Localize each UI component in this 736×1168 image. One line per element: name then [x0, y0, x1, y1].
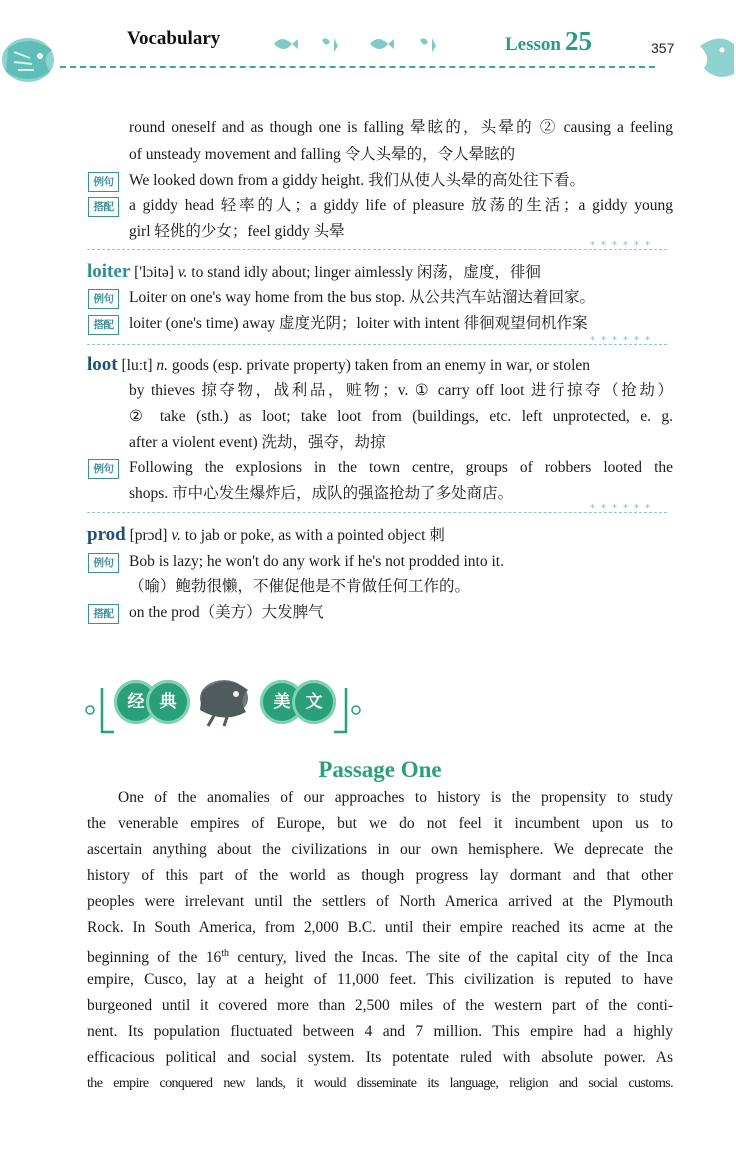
loot-def-line2: by thieves 掠夺物，战利品，赃物；v. ① carry off loot 进行掠夺（抢劫）	[129, 382, 673, 399]
passage-line: efficacious political and social system. Its potentate ruled with absolute power. As	[87, 1049, 673, 1066]
prod-example-line1: Bob is lazy; he won't do any work if he's not prodded into it.	[129, 553, 504, 570]
pronunciation: ['lɔitə]	[134, 264, 174, 281]
collocation-tag: 搭配	[88, 604, 119, 624]
giddy-example: We looked down from a giddy height. 我们从使人头晕的高处往下看。	[129, 172, 585, 189]
fish-icon	[0, 28, 62, 93]
giddy-collocation-line1: a giddy head 轻率的人；a giddy life of pleasure 放荡的生活；a giddy young	[129, 197, 673, 214]
section-banner	[84, 670, 364, 740]
passage-line: empire, Cusco, lay at a height of 11,000 feet. This civilization is reputed to have	[87, 971, 673, 988]
collocation-tag: 搭配	[88, 315, 119, 335]
passage-line: the venerable empires of Europe, but we do not feel it incumbent upon us to	[87, 815, 673, 832]
headword-prod: prod	[87, 524, 126, 545]
giddy-def-line1: round oneself and as though one is falling 晕眩的，头晕的 ② causing a feeling	[129, 119, 673, 136]
example-tag: 例句	[88, 289, 119, 309]
passage-line: ascertain anything about the civilizations in our own hemisphere. We deprecate the	[87, 841, 673, 858]
loot-def-line3: ② take (sth.) as loot; take loot from (buildings, etc. left unprotected, e. g.	[129, 408, 673, 425]
passage-line: history of this part of the world as though progress lay dormant and that other	[87, 867, 673, 884]
separator-stars: ******	[590, 335, 656, 346]
passage-line: peoples were irrelevant until the settlers of North America arrived at the Plymouth	[87, 893, 673, 910]
loiter-collocation: loiter (one's time) away 虚度光阴；loiter with intent 徘徊观望伺机作案	[129, 315, 588, 332]
entry-separator	[87, 344, 667, 345]
pronunciation: [luːt]	[121, 357, 153, 374]
banner-char-4: 文	[292, 680, 336, 724]
passage-line: beginning of the 16th century, lived the Incas. The site of the capital city of the Inca	[87, 948, 673, 967]
pronunciation: [prɔd]	[129, 527, 168, 544]
separator-stars: ******	[590, 240, 656, 251]
headword-loiter: loiter	[87, 261, 131, 282]
part-of-speech: n.	[156, 357, 168, 374]
headword-loot: loot	[87, 354, 118, 375]
loot-example-line1: Following the explosions in the town centre, groups of robbers looted the	[129, 459, 673, 476]
entry-prod	[87, 525, 445, 546]
entry-loot	[87, 355, 590, 376]
loiter-example: Loiter on one's way home from the bus stop. 从公共汽车站溜达着回家。	[129, 289, 596, 306]
entry-separator	[87, 249, 667, 250]
entry-separator	[87, 512, 667, 513]
prod-example-line2: （喻）鲍勃很懒，不催促他是不肯做任何工作的。	[129, 578, 471, 595]
entry-loiter	[87, 262, 541, 283]
page-number: 357	[651, 40, 675, 56]
fish-icon-right	[690, 28, 736, 89]
section-title: Vocabulary	[127, 28, 221, 49]
passage-line: nent. Its population fluctuated between 4 and 7 million. This empire had a highly	[87, 1023, 673, 1040]
banner-char-3: 美	[260, 680, 304, 724]
loot-example-line2: shops. 市中心发生爆炸后，成队的强盗抢劫了多处商店。	[129, 485, 514, 502]
header-divider	[60, 66, 655, 68]
example-tag: 例句	[88, 553, 119, 573]
part-of-speech: v.	[171, 527, 181, 544]
part-of-speech: v.	[177, 264, 188, 281]
lesson-word: Lesson	[505, 34, 561, 55]
passage-line: One of the anomalies of our approaches to history is the propensity to study	[118, 789, 673, 806]
fish-illustration-icon	[194, 672, 254, 733]
example-tag: 例句	[88, 459, 119, 479]
collocation-tag: 搭配	[88, 197, 119, 217]
passage-line: the empire conquered new lands, it would disseminate its language, religion and social customs.	[87, 1076, 673, 1091]
prod-collocation: on the prod（美方）大发脾气	[129, 604, 324, 621]
separator-stars: ******	[590, 503, 656, 514]
giddy-collocation-line2: girl 轻佻的少女；feel giddy 头晕	[129, 223, 345, 240]
example-tag: 例句	[88, 172, 119, 192]
definition: to stand idly about; linger aimlessly 闲荡，虚度，徘徊	[191, 264, 541, 281]
decorative-fish-row	[270, 30, 460, 61]
banner-char-1: 经	[114, 680, 158, 724]
loot-def-line4: after a violent event) 洗劫，强夺，劫掠	[129, 434, 386, 451]
passage-line: burgeoned until it covered more than 2,500 miles of the western part of the conti-	[87, 997, 673, 1014]
banner-char-2: 典	[146, 680, 190, 724]
giddy-def-line2: of unsteady movement and falling 令人头晕的，令人晕眩的	[129, 146, 516, 163]
definition-line1: goods (esp. private property) taken from an enemy in war, or stolen	[171, 357, 591, 374]
lesson-label	[505, 26, 592, 57]
definition: to jab or poke, as with a pointed object 刺	[184, 527, 445, 544]
passage-title: Passage One	[318, 757, 442, 782]
passage-line: Rock. In South America, from 2,000 B.C. until their empire reached its acme at the	[87, 919, 673, 936]
lesson-number: 25	[564, 26, 592, 56]
